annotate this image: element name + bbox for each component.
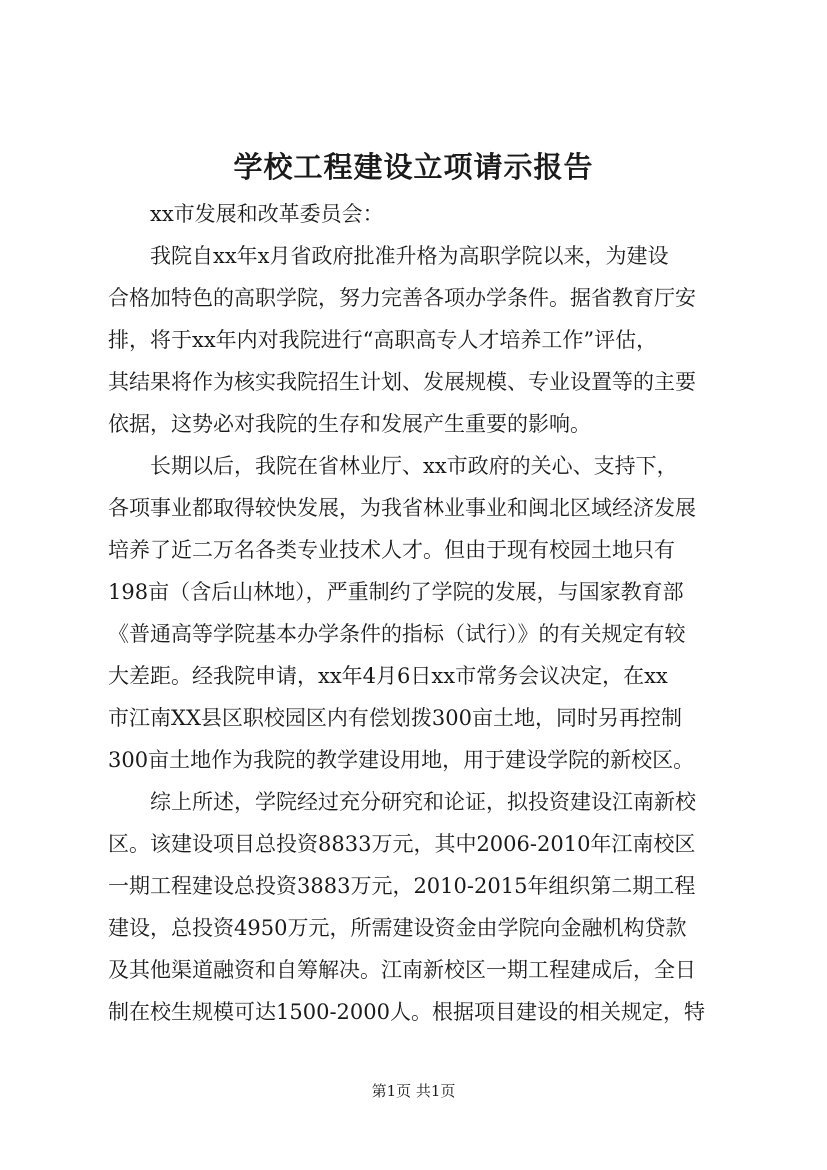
paragraph-1-line: 合格加特色的高职学院，努力完善各项办学条件。据省教育厅安 bbox=[108, 286, 696, 310]
paragraph-2-line: 各项事业都取得较快发展，为我省林业事业和闽北区域经济发展 bbox=[108, 496, 696, 520]
document-title: 学校工程建设立项请示报告 bbox=[233, 150, 594, 184]
paragraph-1-line: 排，将于xx年内对我院进行“高职高专人才培养工作”评估， bbox=[108, 328, 658, 352]
paragraph-2-line: 《普通高等学院基本办学条件的指标（试行）》的有关规定有较 bbox=[108, 622, 686, 646]
page-number-footer: 第1页 共1页 bbox=[371, 1082, 456, 1100]
paragraph-1-line: 我院自xx年x月省政府批准升格为高职学院以来，为建设 bbox=[150, 244, 669, 268]
paragraph-3-line: 一期工程建设总投资3883万元，2010-2015年组织第二期工程 bbox=[108, 874, 696, 898]
paragraph-2-line: 198亩（含后山林地），严重制约了学院的发展，与国家教育部 bbox=[108, 580, 684, 604]
paragraph-3-line: 制在校生规模可达1500-2000人。根据项目建设的相关规定，特 bbox=[108, 1000, 705, 1024]
addressee: xx市发展和改革委员会： bbox=[150, 202, 384, 226]
paragraph-3-line: 及其他渠道融资和自筹解决。江南新校区一期工程建成后，全日 bbox=[108, 958, 696, 982]
paragraph-3-line: 区。该建设项目总投资8833万元，其中2006-2010年江南校区 bbox=[108, 832, 696, 856]
paragraph-3-line: 综上所述，学院经过充分研究和论证，拟投资建设江南新校 bbox=[150, 790, 696, 814]
paragraph-3-line: 建设，总投资4950万元，所需建设资金由学院向金融机构贷款 bbox=[108, 916, 687, 940]
paragraph-2-line: 长期以后，我院在省林业厅、xx市政府的关心、支持下， bbox=[150, 454, 678, 478]
paragraph-2-line: 大差距。经我院申请，xx年4月6日xx市常务会议决定，在xx bbox=[108, 664, 668, 688]
paragraph-2-line: 300亩土地作为我院的教学建设用地，用于建设学院的新校区。 bbox=[108, 748, 695, 772]
paragraph-2-line: 市江南XX县区职校园区内有偿划拨300亩土地，同时另再控制 bbox=[108, 706, 682, 730]
paragraph-2-line: 培养了近二万名各类专业技术人才。但由于现有校园土地只有 bbox=[108, 538, 675, 562]
paragraph-1-line: 其结果将作为核实我院招生计划、发展规模、专业设置等的主要 bbox=[108, 370, 696, 394]
paragraph-1-line: 依据，这势必对我院的生存和发展产生重要的影响。 bbox=[108, 412, 591, 436]
